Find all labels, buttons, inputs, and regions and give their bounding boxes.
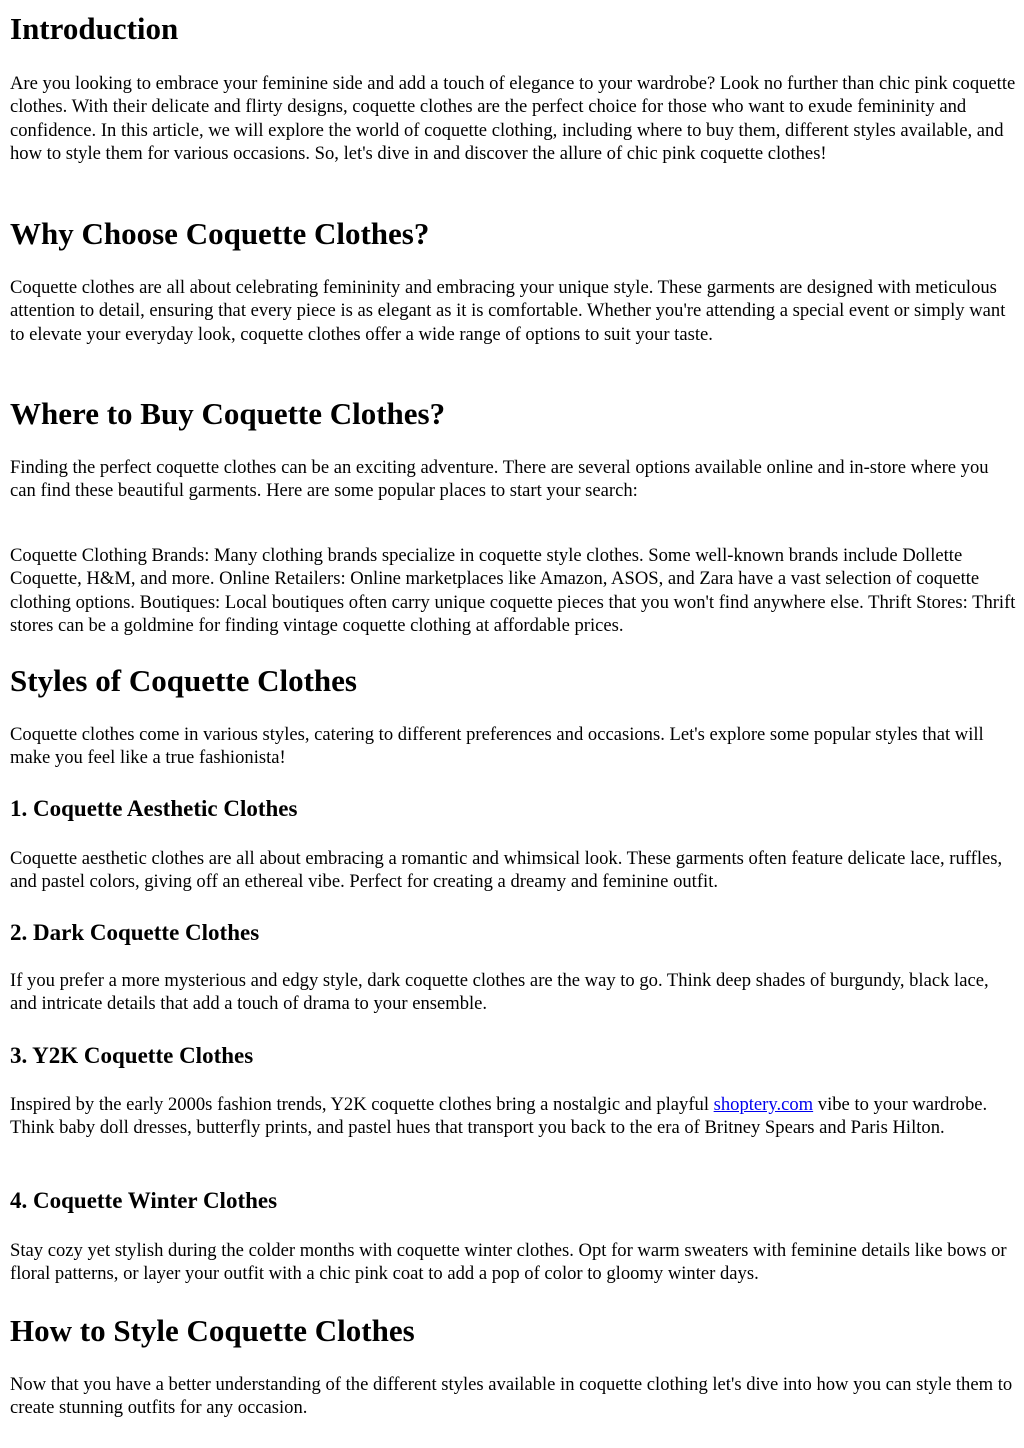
heading-styles: Styles of Coquette Clothes (10, 663, 357, 698)
subheading-aesthetic: 1. Coquette Aesthetic Clothes (10, 796, 298, 821)
paragraph-y2k-text-before: Inspired by the early 2000s fashion trends, Y2K coquette clothes bring a nostalgic and playful (10, 1094, 714, 1115)
heading-how-to-style: How to Style Coquette Clothes (10, 1313, 415, 1348)
paragraph-how-to-style: Now that you have a better understanding of the different styles available in coquette clothing let's dive into how you can style them to create stunning outfits for any occasion. (10, 1374, 1013, 1419)
paragraph-y2k-text-after: vibe to your wardrobe. Think baby doll dresses, butterfly prints, and pastel hues that transport you back to the era of Britney Spears and Paris Hilton. (10, 1094, 988, 1139)
paragraph-dark: If you prefer a more mysterious and edgy style, dark coquette clothes are the way to go. Think deep shades of burgundy, black lace, and intricate details that add a touch of drama to your ensemble. (10, 970, 989, 1015)
paragraph-introduction: Are you looking to embrace your feminine side and add a touch of elegance to your wardrobe? Look no further than chic pink coquette clothes. With their delicate and flirty designs, coquette clothes are the perfect choice for those who want to exude femininity and confidence. In this article, we will explore the world of coquette clothing, including where to buy them, different styles available, and how to style them for various occasions. So, let's dive in and discover the allure of chic pink coquette clothes! (10, 73, 1016, 164)
heading-where-to-buy: Where to Buy Coquette Clothes? (10, 396, 446, 431)
shoptery-link[interactable]: shoptery.com (713, 1094, 814, 1115)
subheading-dark: 2. Dark Coquette Clothes (10, 920, 260, 945)
paragraph-styles: Coquette clothes come in various styles, catering to different preferences and occasions. Let's explore some popular styles that will make you feel like a true fashionista! (10, 724, 984, 769)
subheading-y2k: 3. Y2K Coquette Clothes (10, 1043, 254, 1068)
subheading-winter: 4. Coquette Winter Clothes (10, 1188, 278, 1213)
paragraph-where-to-buy: Finding the perfect coquette clothes can be an exciting adventure. There are several options available online and in-store where you can find these beautiful garments. Here are some popular places to start your search: (10, 457, 989, 502)
heading-why-choose: Why Choose Coquette Clothes? (10, 216, 430, 251)
paragraph-aesthetic: Coquette aesthetic clothes are all about embracing a romantic and whimsical look. These garments often feature delicate lace, ruffles, and pastel colors, giving off an ethereal vibe. Perfect for creating a dreamy and feminine outfit. (10, 848, 1003, 893)
heading-introduction: Introduction (10, 11, 179, 46)
paragraph-why-choose: Coquette clothes are all about celebrating femininity and embracing your unique style. These garments are designed with meticulous attention to detail, ensuring that every piece is as elegant as it is comfortable. Whether you're attending a special event or simply want to elevate your everyday look, coquette clothes offer a wide range of options to suit your taste. (10, 277, 1006, 345)
paragraph-where-to-buy-list: Coquette Clothing Brands: Many clothing brands specialize in coquette style clothes. Some well-known brands include Dollette Coquette, H&M, and more. Online Retailers: Online marketplaces like Amazon, ASOS, and Zara have a vast selection of coquette clothing options. Boutiques: Local boutiques often carry unique coquette pieces that you won't find anywhere else. Thrift Stores: Thrift stores can be a goldmine for finding vintage coquette clothing at affordable prices. (10, 545, 1016, 636)
paragraph-y2k (10, 1093, 1016, 1140)
paragraph-winter: Stay cozy yet stylish during the colder months with coquette winter clothes. Opt for warm sweaters with feminine details like bows or floral patterns, or layer your outfit with a chic pink coat to add a pop of color to gloomy winter days. (10, 1240, 1007, 1285)
